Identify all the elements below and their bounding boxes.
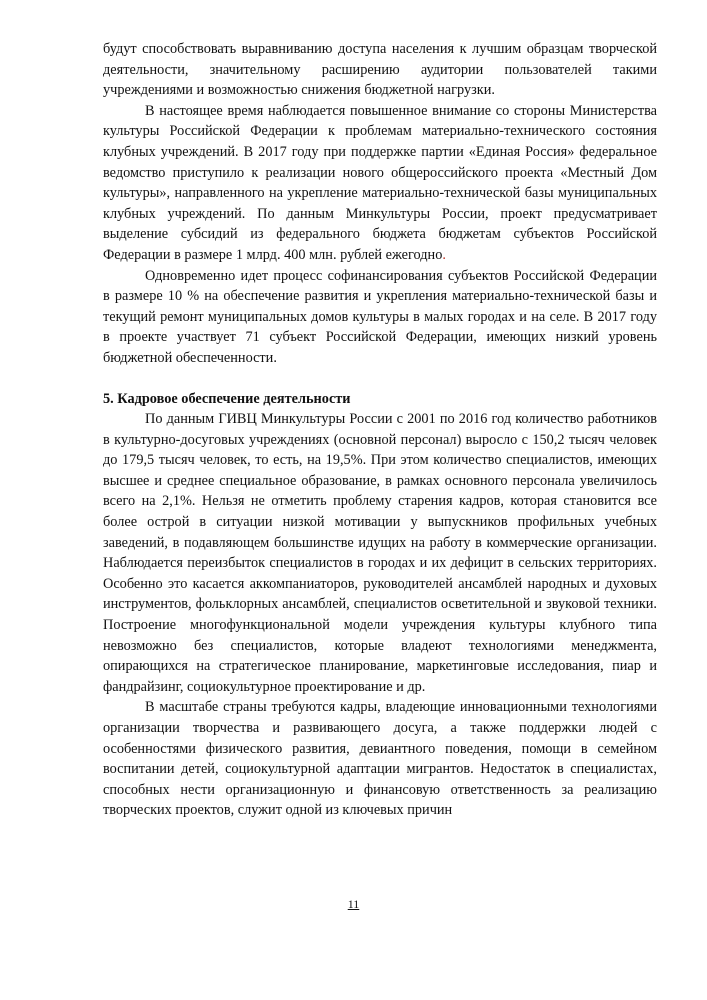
page-body bbox=[103, 39, 657, 821]
paragraph-ministry-text: В настоящее время наблюдается повышенное внимание со стороны Министерства культуры Российской Федерации к проблемам материально-технического состояния клубных учреждений. В 2017 году при поддержке партии «Единая Россия» федеральное ведомство приступило к реализации нового общероссийского проекта «Местный Дом культуры», направленного на укрепление материально-технической базы муниципальных клубных учреждений. По данным Минкультуры России, проект предусматривает выделение субсидий из федерального бюджета бюджетам субъектов Российской Федерации в размере 1 млрд. 400 млн. рублей ежегодно bbox=[103, 102, 657, 263]
paragraph-ministry-period: . bbox=[442, 246, 446, 263]
paragraph-staffing-statistics: По данным ГИВЦ Минкультуры России с 2001 по 2016 год количество работников в культурно-досуговых учреждениях (основной персонал) выросло с 150,2 тысяч человек до 179,5 тысяч человек, то есть, на 19,5%. При этом количество специалистов, имеющих высшее и среднее специальное образование, в рамках основного персонала увеличилось всего на 2,1%. Нельзя не отметить проблему старения кадров, которая становится все более острой в ситуации низкой мотивации у выпускников профильных учебных заведений, в подавляющем большинстве идущих на работу в коммерческие организации. Наблюдается переизбыток специалистов в городах и их дефицит в сельских территориях. Особенно это касается аккомпаниаторов, руководителей ансамблей народных и духовых инструментов, фольклорных ансамблей, специалистов осветительной и звуковой техники. Построение многофункциональной модели учреждения культуры клубного типа невозможно без специалистов, которые владеют технологиями менеджмента, опирающихся на стратегическое планирование, маркетинговые исследования, пиар и фандрайзинг, социокультурное проектирование и др. bbox=[103, 411, 657, 695]
page-number: 11 bbox=[347, 897, 360, 911]
section-heading: 5. Кадровое обеспечение деятельности bbox=[103, 390, 351, 407]
paragraph-continuation: будут способствовать выравниванию доступа населения к лучшим образцам творческой деятельности, значительному расширению аудитории пользователей такими учреждениями и возможностью снижения бюджетной нагрузки. bbox=[103, 41, 657, 99]
paragraph-cofinancing: Одновременно идет процесс софинансирования субъектов Российской Федерации в размере 10 % на обеспечение развития и укрепления материально-технической базы и текущий ремонт муниципальных домов культуры в малых городах и на селе. В 2017 году в проекте участвует 71 субъект Российской Федерации, имеющих низкий уровень бюджетной обеспеченности. bbox=[103, 267, 657, 366]
paragraph-staffing-needs: В масштабе страны требуются кадры, владеющие инновационными технологиями организации творчества и развивающего досуга, а также поддержки людей с особенностями физического развития, девиантного поведения, помощи в семейном воспитании детей, социокультурной адаптации мигрантов. Недостаток в специалистах, способных нести организационную и финансовую ответственность за реализацию творческих проектов, служит одной из ключевых причин bbox=[103, 699, 657, 819]
paragraph-ministry-attention bbox=[103, 101, 657, 266]
section-spacer bbox=[103, 369, 657, 389]
